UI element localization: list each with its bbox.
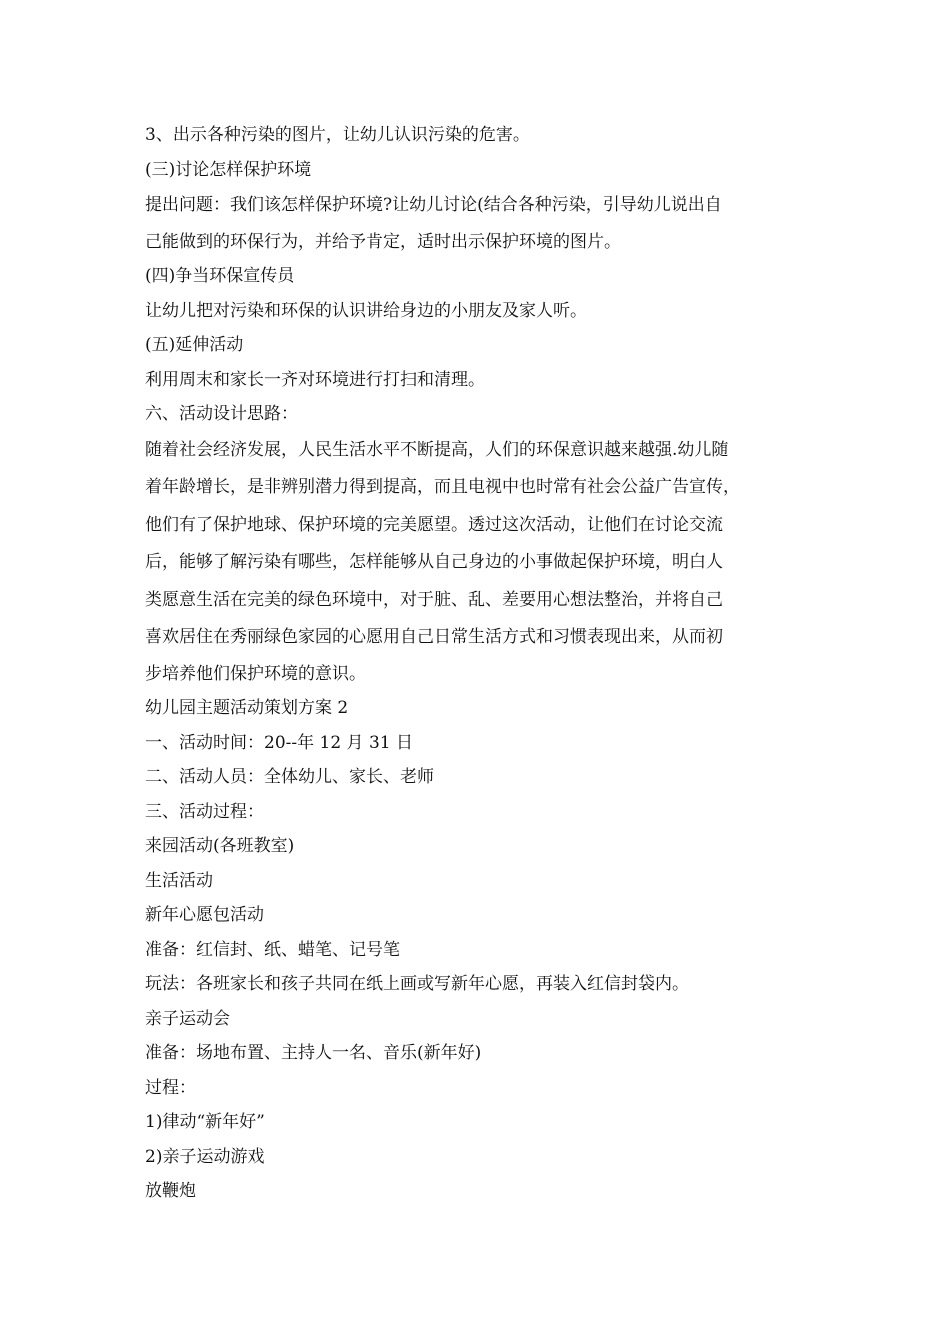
text-line: 己能做到的环保行为，并给予肯定，适时出示保护环境的图片。 — [145, 231, 621, 252]
text-line: 玩法：各班家长和孩子共同在纸上画或写新年心愿，再装入红信封袋内。 — [145, 974, 689, 994]
text-line: 提出问题：我们该怎样保护环境?让幼儿讨论(结合各种污染，引导幼儿说出自 — [145, 195, 722, 215]
text-line: 3、出示各种污染的图片，让幼儿认识污染的危害。 — [145, 125, 530, 145]
section-heading: (三)讨论怎样保护环境 — [145, 159, 312, 180]
text-line: 生活活动 — [145, 870, 213, 891]
text-line: 1)律动“新年好” — [145, 1112, 265, 1132]
section-heading: (四)争当环保宣传员 — [145, 266, 295, 286]
text-line: 类愿意生活在完美的绿色环境中，对于脏、乱、差要用心想法整治，并将自己 — [145, 589, 723, 610]
text-line: 2)亲子运动游戏 — [145, 1146, 265, 1167]
section-heading: 六、活动设计思路： — [145, 404, 298, 424]
text-line: 喜欢居住在秀丽绿色家园的心愿用自己日常生活方式和习惯表现出来，从而初 — [145, 627, 723, 647]
text-line: 准备：红信封、纸、蜡笔、记号笔 — [145, 939, 400, 960]
document-body — [145, 118, 825, 1209]
section-heading: (五)延伸活动 — [145, 335, 244, 355]
text-line: 后，能够了解污染有哪些，怎样能够从自己身边的小事做起保护环境，明白人 — [145, 552, 723, 572]
text-line: 一、活动时间：20--年 12 月 31 日 — [145, 732, 413, 753]
text-line: 步培养他们保护环境的意识。 — [145, 663, 366, 684]
text-line: 利用周末和家长一齐对环境进行打扫和清理。 — [145, 369, 485, 390]
section-heading: 三、活动过程： — [145, 801, 264, 822]
text-line: 准备：场地布置、主持人一名、音乐(新年好) — [145, 1043, 482, 1063]
text-line: 新年心愿包活动 — [145, 905, 264, 925]
text-line: 来园活动(各班教室) — [145, 836, 295, 856]
text-line: 过程： — [145, 1077, 196, 1098]
text-line: 亲子运动会 — [145, 1008, 230, 1029]
text-line: 放鞭炮 — [145, 1181, 196, 1201]
text-line: 让幼儿把对污染和环保的认识讲给身边的小朋友及家人听。 — [145, 300, 587, 321]
text-line: 二、活动人员：全体幼儿、家长、老师 — [145, 767, 434, 787]
document-title: 幼儿园主题活动策划方案 2 — [145, 698, 349, 718]
text-line: 着年龄增长，是非辨别潜力得到提高，而且电视中也时常有社会公益广告宣传， — [145, 477, 740, 497]
text-line: 随着社会经济发展，人民生活水平不断提高，人们的环保意识越来越强.幼儿随 — [145, 439, 729, 460]
text-line: 他们有了保护地球、保护环境的完美愿望。透过这次活动，让他们在讨论交流 — [145, 514, 723, 535]
